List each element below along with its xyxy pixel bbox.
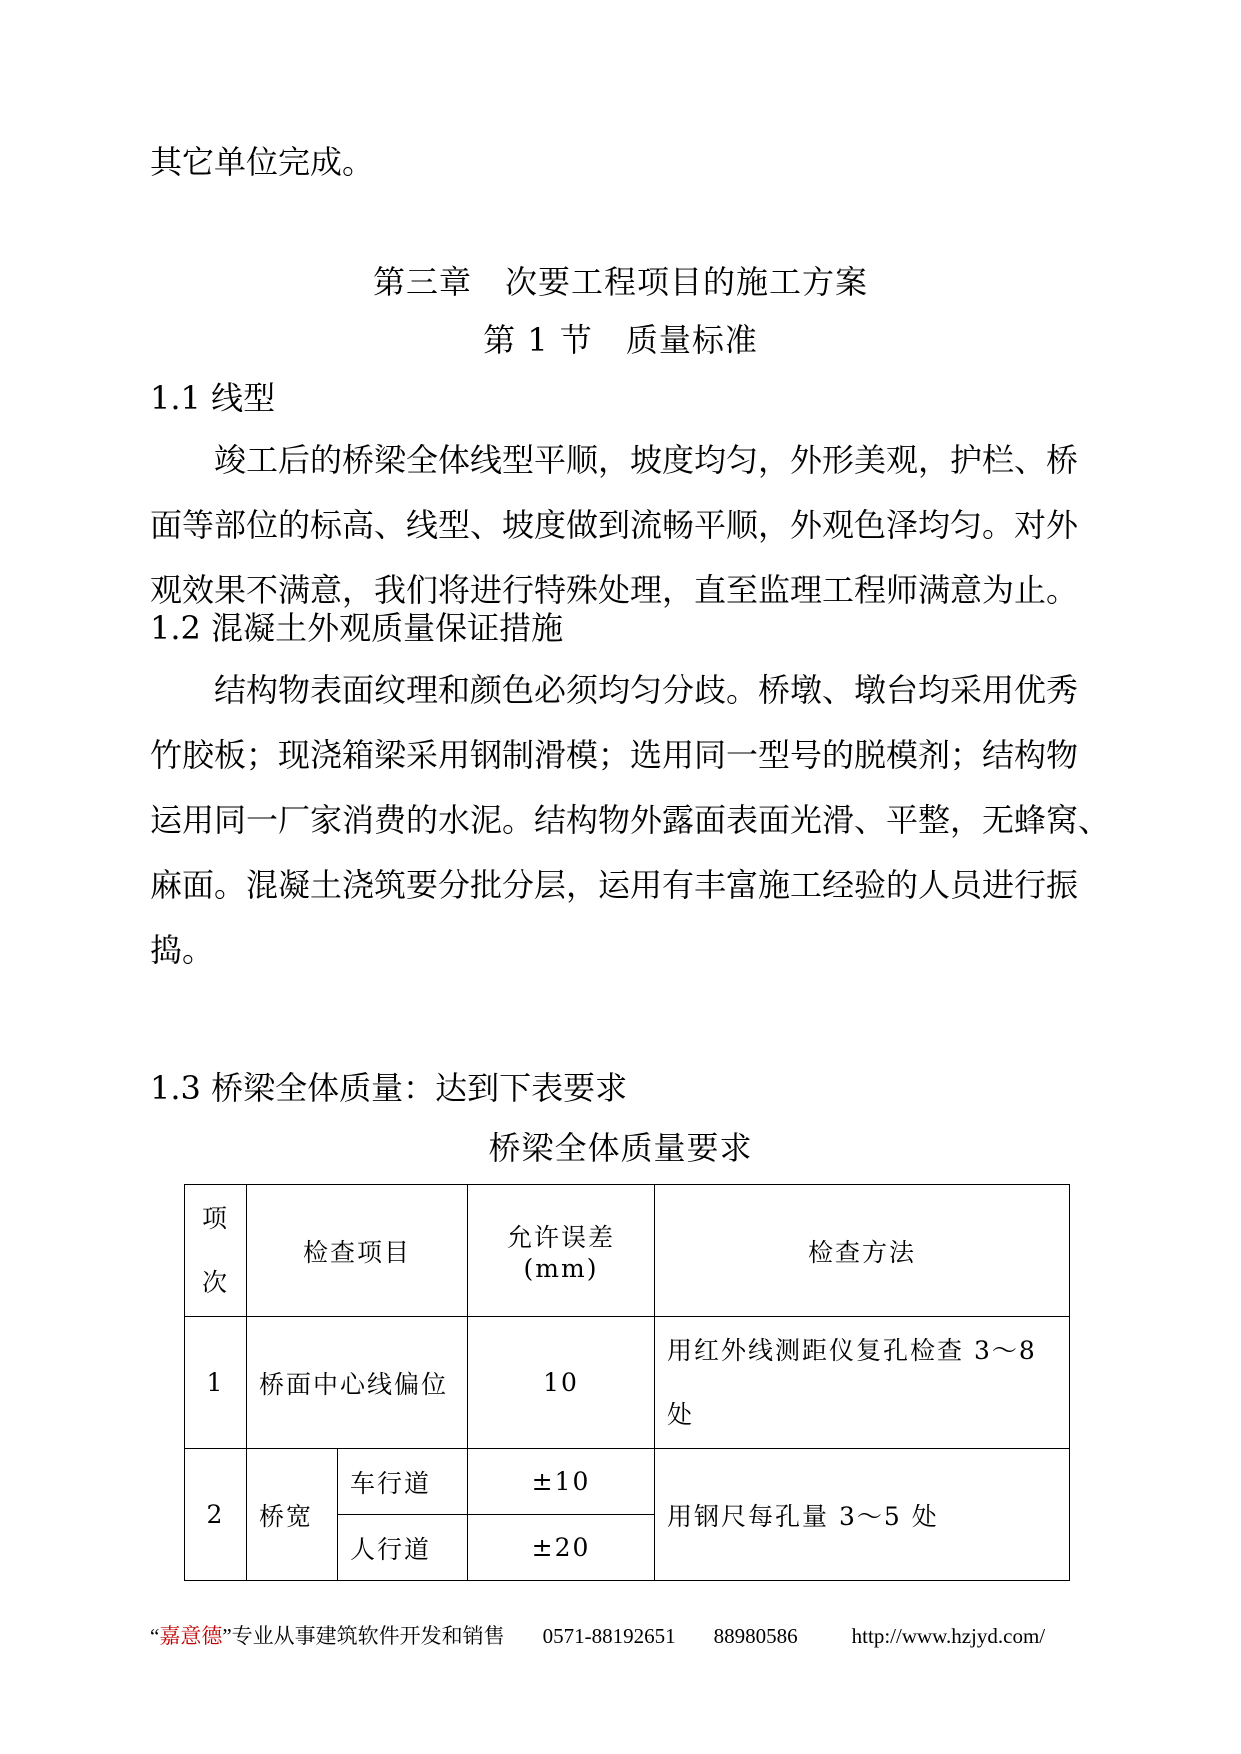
footer-text: 专业从事建筑软件开发和销售 — [231, 1624, 505, 1648]
quality-table — [184, 1184, 1070, 1581]
header-num-line1: 项 — [201, 1203, 229, 1233]
row-num: 1 — [185, 1317, 247, 1449]
row-subitem: 人行道 — [338, 1515, 468, 1581]
page-footer — [150, 1620, 1080, 1650]
footer-phone-1: 0571-88192651 — [542, 1624, 676, 1648]
header-item: 检查项目 — [247, 1185, 468, 1317]
section-title: 第 1 节 质量标准 — [483, 321, 758, 359]
row-subitem: 车行道 — [338, 1449, 468, 1515]
row-item: 桥面中心线偏位 — [247, 1317, 468, 1449]
paragraph-line: 面等部位的标高、线型、坡度做到流畅平顺，外观色泽均匀。对外 — [150, 506, 1079, 544]
footer-close-quote: ” — [222, 1624, 232, 1648]
table-caption: 桥梁全体质量要求 — [488, 1129, 753, 1167]
row-method: 用钢尺每孔量 3～5 处 — [655, 1449, 1070, 1581]
paragraph-line: 观效果不满意，我们将进行特殊处理，直至监理工程师满意为止。 — [150, 571, 1079, 609]
carry-over-line: 其它单位完成。 — [150, 143, 375, 181]
row-item: 桥宽 — [247, 1449, 338, 1581]
table-row — [185, 1449, 1070, 1515]
heading-1-1: 1.1 线型 — [150, 379, 276, 417]
header-num — [185, 1185, 247, 1317]
row-tolerance: ±10 — [468, 1449, 655, 1515]
heading-1-2: 1.2 混凝土外观质量保证措施 — [150, 609, 564, 647]
heading-1-3: 1.3 桥梁全体质量：达到下表要求 — [150, 1069, 628, 1107]
footer-brand: 嘉意德 — [159, 1624, 223, 1648]
header-method: 检查方法 — [655, 1185, 1070, 1317]
header-tolerance: 允许误差(mm) — [468, 1185, 655, 1317]
paragraph-1-1 — [150, 428, 1120, 623]
paragraph-line: 运用同一厂家消费的水泥。结构物外露面表面光滑、平整，无蜂窝、 — [150, 801, 1111, 839]
footer-open-quote: “ — [150, 1624, 160, 1648]
table-header-row — [185, 1185, 1070, 1317]
paragraph-line: 麻面。混凝土浇筑要分批分层，运用有丰富施工经验的人员进行振 — [150, 866, 1079, 904]
footer-url[interactable]: http://www.hzjyd.com/ — [851, 1624, 1046, 1648]
paragraph-1-2 — [150, 658, 1120, 983]
chapter-title: 第三章 次要工程项目的施工方案 — [372, 263, 868, 301]
row-method: 用红外线测距仪复孔检查 3～8 处 — [655, 1317, 1070, 1449]
header-num-line2: 次 — [201, 1267, 229, 1297]
paragraph-line: 竹胶板；现浇箱梁采用钢制滑模；选用同一型号的脱模剂；结构物 — [150, 736, 1079, 774]
row-tolerance: 10 — [468, 1317, 655, 1449]
row-num: 2 — [185, 1449, 247, 1581]
row-tolerance: ±20 — [468, 1515, 655, 1581]
footer-phone-2: 88980586 — [713, 1624, 798, 1648]
table-row — [185, 1317, 1070, 1449]
paragraph-line: 竣工后的桥梁全体线型平顺，坡度均匀，外形美观，护栏、桥 — [214, 441, 1079, 479]
paragraph-line: 结构物表面纹理和颜色必须均匀分歧。桥墩、墩台均采用优秀 — [214, 671, 1079, 709]
paragraph-line: 捣。 — [150, 931, 215, 969]
